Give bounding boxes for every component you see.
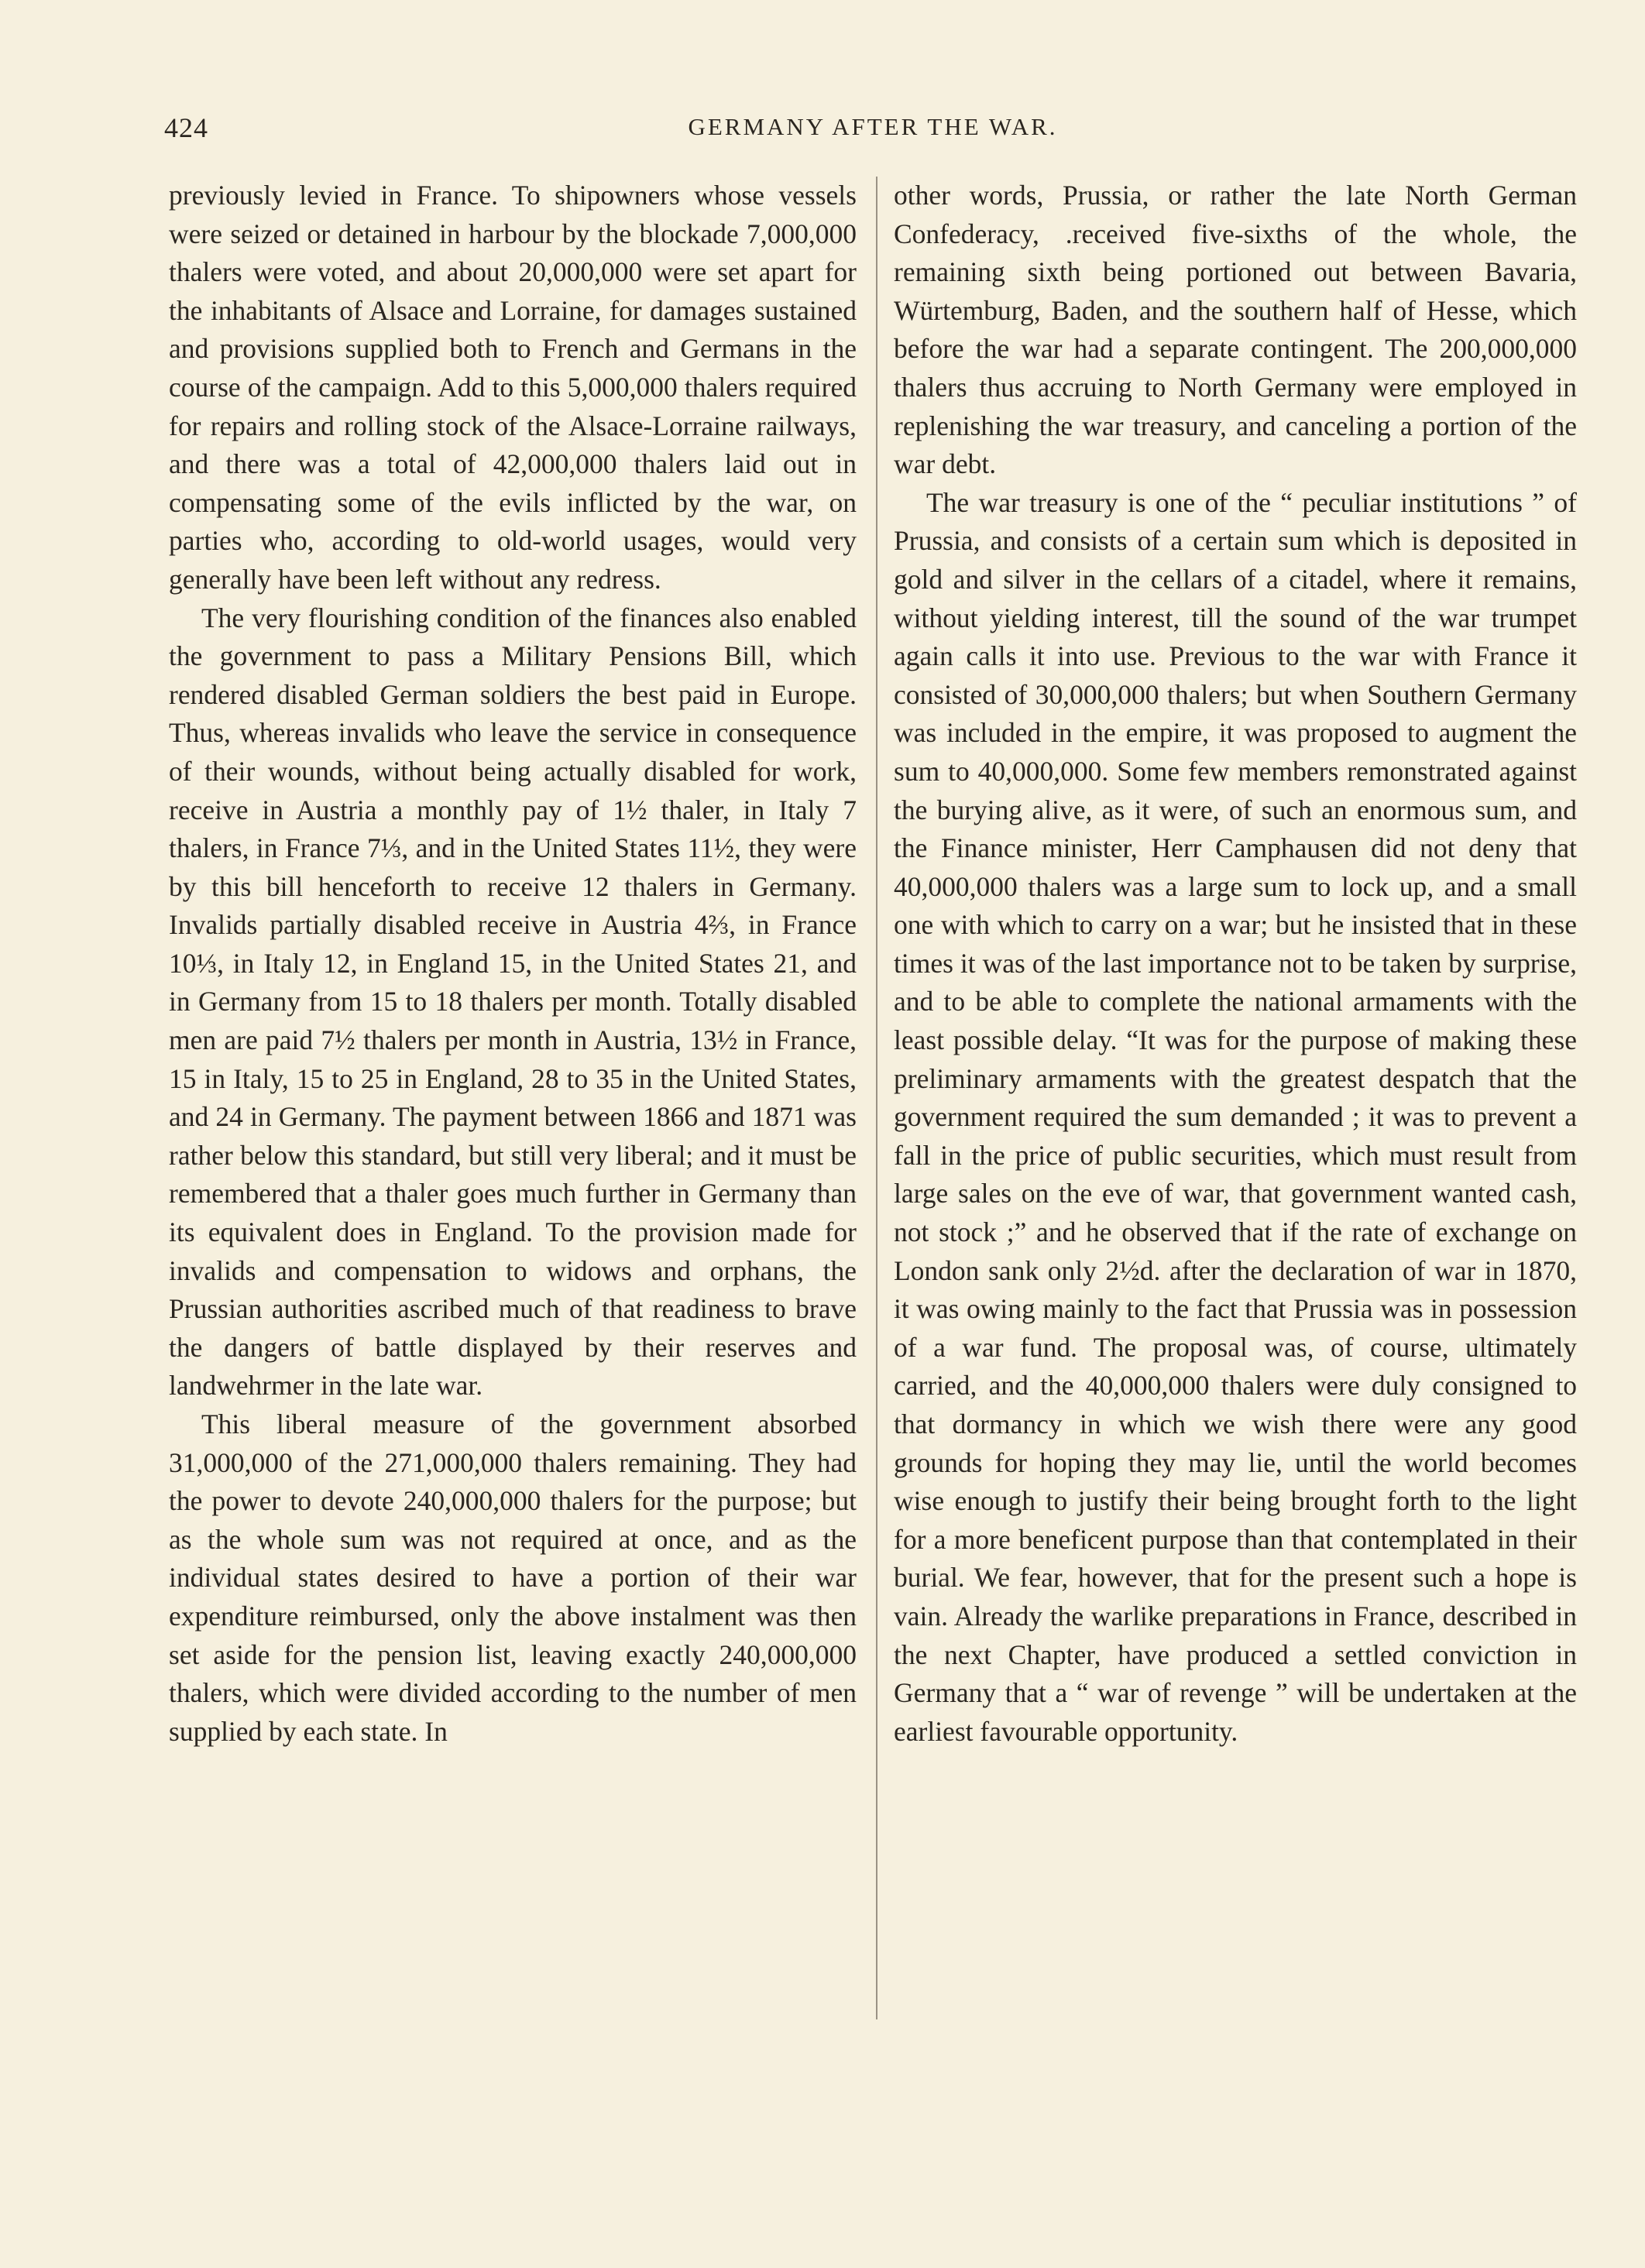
left-column [169,177,857,1751]
paragraph: The very flourishing condition of the finances also enabled the government to pass a Military Pensions Bill, which rendered disabled German soldiers the best paid in Europe. Thus, whereas invalids who leave the service in consequence of their wounds, without being actually disabled for work, receive in Austria a monthly pay of 1½ thaler, in Italy 7 thalers, in France 7⅓, and in the United States 11½, they were by this bill henceforth to receive 12 thalers in Germany. Invalids partially disabled receive in Austria 4⅔, in France 10⅓, in Italy 12, in England 15, in the United States 21, and in Germany from 15 to 18 thalers per month. Totally disabled men are paid 7½ thalers per month in Austria, 13½ in France, 15 in Italy, 15 to 25 in England, 28 to 35 in the United States, and 24 in Germany. The payment between 1866 and 1871 was rather below this standard, but still very liberal; and it must be remembered that a thaler goes much further in Germany than its equivalent does in England. To the provision made for invalids and compensation to widows and orphans, the Prussian authorities ascribed much of that readiness to brave the dangers of battle displayed by their reserves and landwehrmer in the late war. [169,602,857,1402]
paragraph: other words, Prussia, or rather the late North German Confederacy, .received five-sixths of the whole, the remaining sixth being portioned out between Bavaria, Würtemburg, Baden, and the southern half of Hesse, which before the war had a separate contingent. The 200,000,000 thalers thus accruing to North Germany were employed in replenishing the war treasury, and canceling a portion of the war debt. [894,180,1577,480]
page-header [164,112,1581,150]
column-divider [876,177,877,2019]
paragraph: The war treasury is one of the “ peculiar institutions ” of Prussia, and consists of a certain sum which is deposited in gold and silver in the cellars of a citadel, where it remains, without yielding interest, till the sound of the war trumpet again calls it into use. Previous to the war with France it consisted of 30,000,000 thalers; but when Southern Germany was included in the empire, it was proposed to augment the sum to 40,000,000. Some few members remonstrated against the burying alive, as it were, of such an enormous sum, and the Finance minister, Herr Camphausen did not deny that 40,000,000 thalers was a large sum to lock up, and a small one with which to carry on a war; but he insisted that in these times it was of the last importance not to be taken by surprise, and to be able to complete the national armaments with the least possible delay. “It was for the purpose of making these preliminary armaments with the greatest despatch that the government required the sum demanded ; it was to prevent a fall in the price of public securities, which must result from large sales on the eve of war, that government wanted cash, not stock ;” and he observed that if the rate of exchange on London sank only 2½d. after the declaration of war in 1870, it was owing mainly to the fact that Prussia was in possession of a war fund. The proposal was, of course, ultimately carried, and the 40,000,000 thalers were duly consigned to that dormancy in which we wish there were any good grounds for hoping they may lie, until the world becomes wise enough to justify their being brought forth to the light for a more beneficent purpose than that contemplated in their burial. We fear, however, that for the present such a hope is vain. Already the warlike preparations in France, described in the next Chapter, have produced a settled conviction in Germany that a “ war of revenge ” will be undertaken at the earliest favourable opportunity. [894,486,1577,1747]
page-number: 424 [164,112,208,143]
right-column [894,177,1577,1751]
paragraph: This liberal measure of the government absorbed 31,000,000 of the 271,000,000 thalers remaining. They had the power to devote 240,000,000 thalers for the purpose; but as the whole sum was not required at once, and as the individual states desired to have a portion of their war expenditure reimbursed, only the above instalment was then set aside for the pension list, leaving exactly 240,000,000 thalers, which were divided according to the number of men supplied by each state. In [169,1408,857,1747]
paragraph: previously levied in France. To shipowners whose vessels were seized or detained in harbour by the blockade 7,000,000 thalers were voted, and about 20,000,000 were set apart for the inhabitants of Alsace and Lorraine, for damages sustained and provisions supplied both to French and Germans in the course of the campaign. Add to this 5,000,000 thalers required for repairs and rolling stock of the Alsace-Lorraine railways, and there was a total of 42,000,000 thalers laid out in compensating some of the evils inflicted by the war, on parties who, according to old-world usages, would very generally have been left without any redress. [169,180,857,595]
running-title: GERMANY AFTER THE WAR. [688,113,1058,140]
